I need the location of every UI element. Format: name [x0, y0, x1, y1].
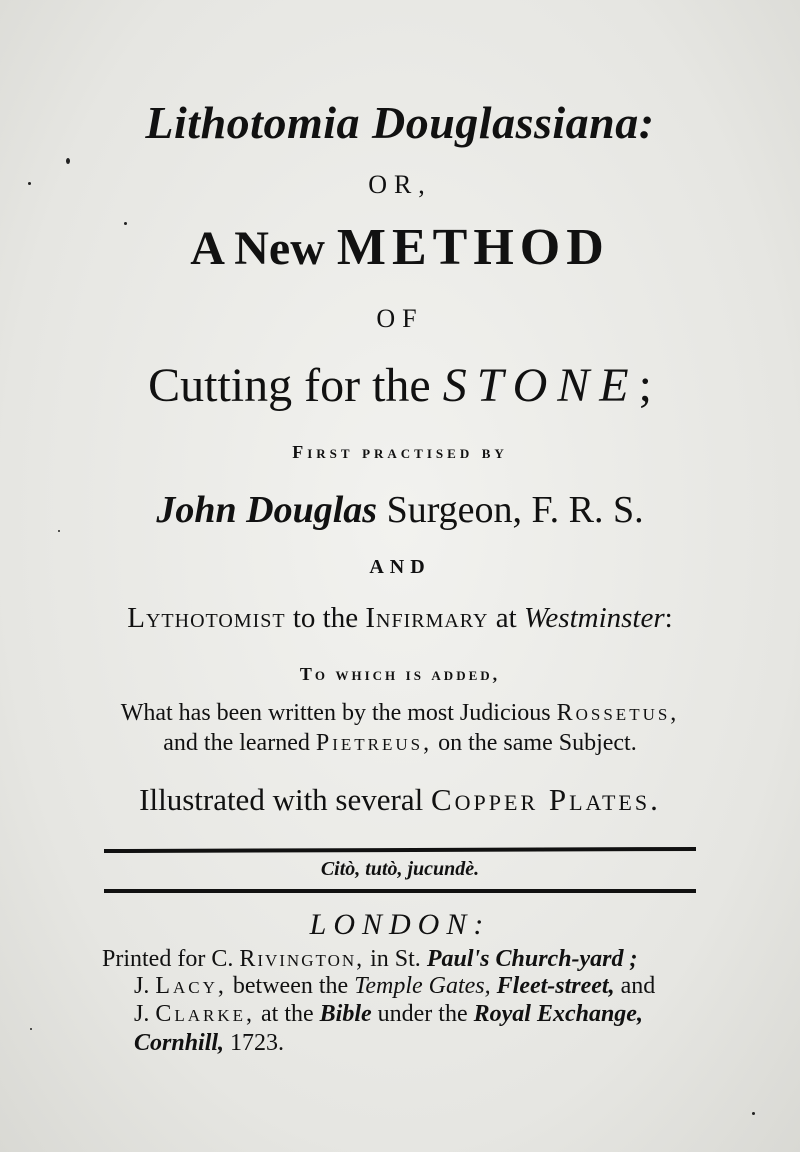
same-subject-text: on the same Subject.: [438, 730, 637, 756]
top-rule-divider: [104, 847, 696, 853]
ink-speck: [66, 158, 70, 164]
author-name: John Douglas: [156, 489, 378, 531]
bible-text: Bible: [319, 1001, 372, 1027]
motto: Citò, tutò, jucundè.: [320, 858, 480, 880]
printed-for-text: Printed for C.: [102, 946, 234, 972]
j-initial-2: J.: [134, 1001, 150, 1027]
imprint-line-4: [134, 1030, 284, 1057]
imprint-line-2: [134, 973, 655, 1000]
author-role: Surgeon, F. R. S.: [386, 489, 644, 531]
or-line: OR,: [368, 170, 432, 199]
imprint-line-3: [134, 1001, 643, 1028]
under-the-text: under the: [377, 1001, 468, 1027]
ink-speck: [28, 182, 31, 185]
westminster-text: Westminster: [523, 602, 665, 634]
in-st-text: in St.: [370, 946, 421, 972]
imprint-line-1: [102, 946, 638, 973]
author-line: [0, 488, 800, 532]
lacy-text: Lacy,: [155, 973, 227, 999]
ink-speck: [58, 530, 60, 532]
fleet-street-text: Fleet-street,: [496, 973, 615, 999]
book-title: Lithotomia Douglassiana:: [145, 97, 655, 148]
what-line: [0, 700, 800, 727]
infirmary-text: Infirmary: [365, 602, 489, 634]
and-text: and: [620, 973, 656, 999]
at-the-text: at the: [261, 1001, 314, 1027]
copper-plates-text: Copper Plates.: [430, 782, 661, 817]
lythotomist-line: [0, 602, 800, 635]
pietreus-text: Pietreus,: [315, 730, 433, 756]
j-initial-1: J.: [134, 973, 150, 999]
at-text: at: [495, 602, 517, 634]
ink-speck: [30, 1028, 32, 1030]
first-practised-line: First practised by: [292, 442, 508, 462]
a-new-text: A New: [190, 222, 325, 275]
cutting-text: Cutting for the: [148, 359, 431, 412]
to-which-added-line: To which is added,: [299, 664, 501, 684]
lythotomist-text: Lythotomist: [127, 602, 286, 634]
to-the-text: to the: [292, 602, 359, 634]
ink-speck: [124, 222, 127, 225]
rossetus-text: Rossetus,: [556, 700, 680, 726]
london-heading: LONDON:: [309, 908, 491, 941]
lythotomist-colon: :: [664, 602, 673, 634]
temple-gates-text: Temple Gates,: [354, 973, 491, 999]
rivington-text: Rivington,: [239, 946, 365, 972]
method-text: METHOD: [336, 219, 610, 276]
cutting-semicolon: ;: [638, 359, 652, 412]
learned-line: [0, 730, 800, 757]
bottom-rule-divider: [104, 889, 696, 893]
cornhill-text: Cornhill,: [134, 1030, 225, 1056]
pauls-churchyard-text: Paul's Church-yard ;: [426, 946, 638, 972]
ink-speck: [752, 1112, 755, 1115]
learned-text: and the learned: [163, 730, 310, 756]
of-line: OF: [376, 304, 424, 333]
between-the-text: between the: [232, 973, 349, 999]
clarke-text: Clarke,: [155, 1001, 256, 1027]
what-text: What has been written by the most Judicious: [120, 700, 551, 726]
illustrated-line: [0, 782, 800, 818]
year-text: 1723.: [230, 1030, 285, 1056]
cutting-line: [0, 358, 800, 413]
stone-text: STONE: [442, 359, 639, 412]
illustrated-text: Illustrated with several: [139, 782, 424, 817]
and-line: AND: [369, 556, 431, 578]
new-method-line: [0, 218, 800, 277]
royal-exchange-text: Royal Exchange,: [473, 1001, 643, 1027]
